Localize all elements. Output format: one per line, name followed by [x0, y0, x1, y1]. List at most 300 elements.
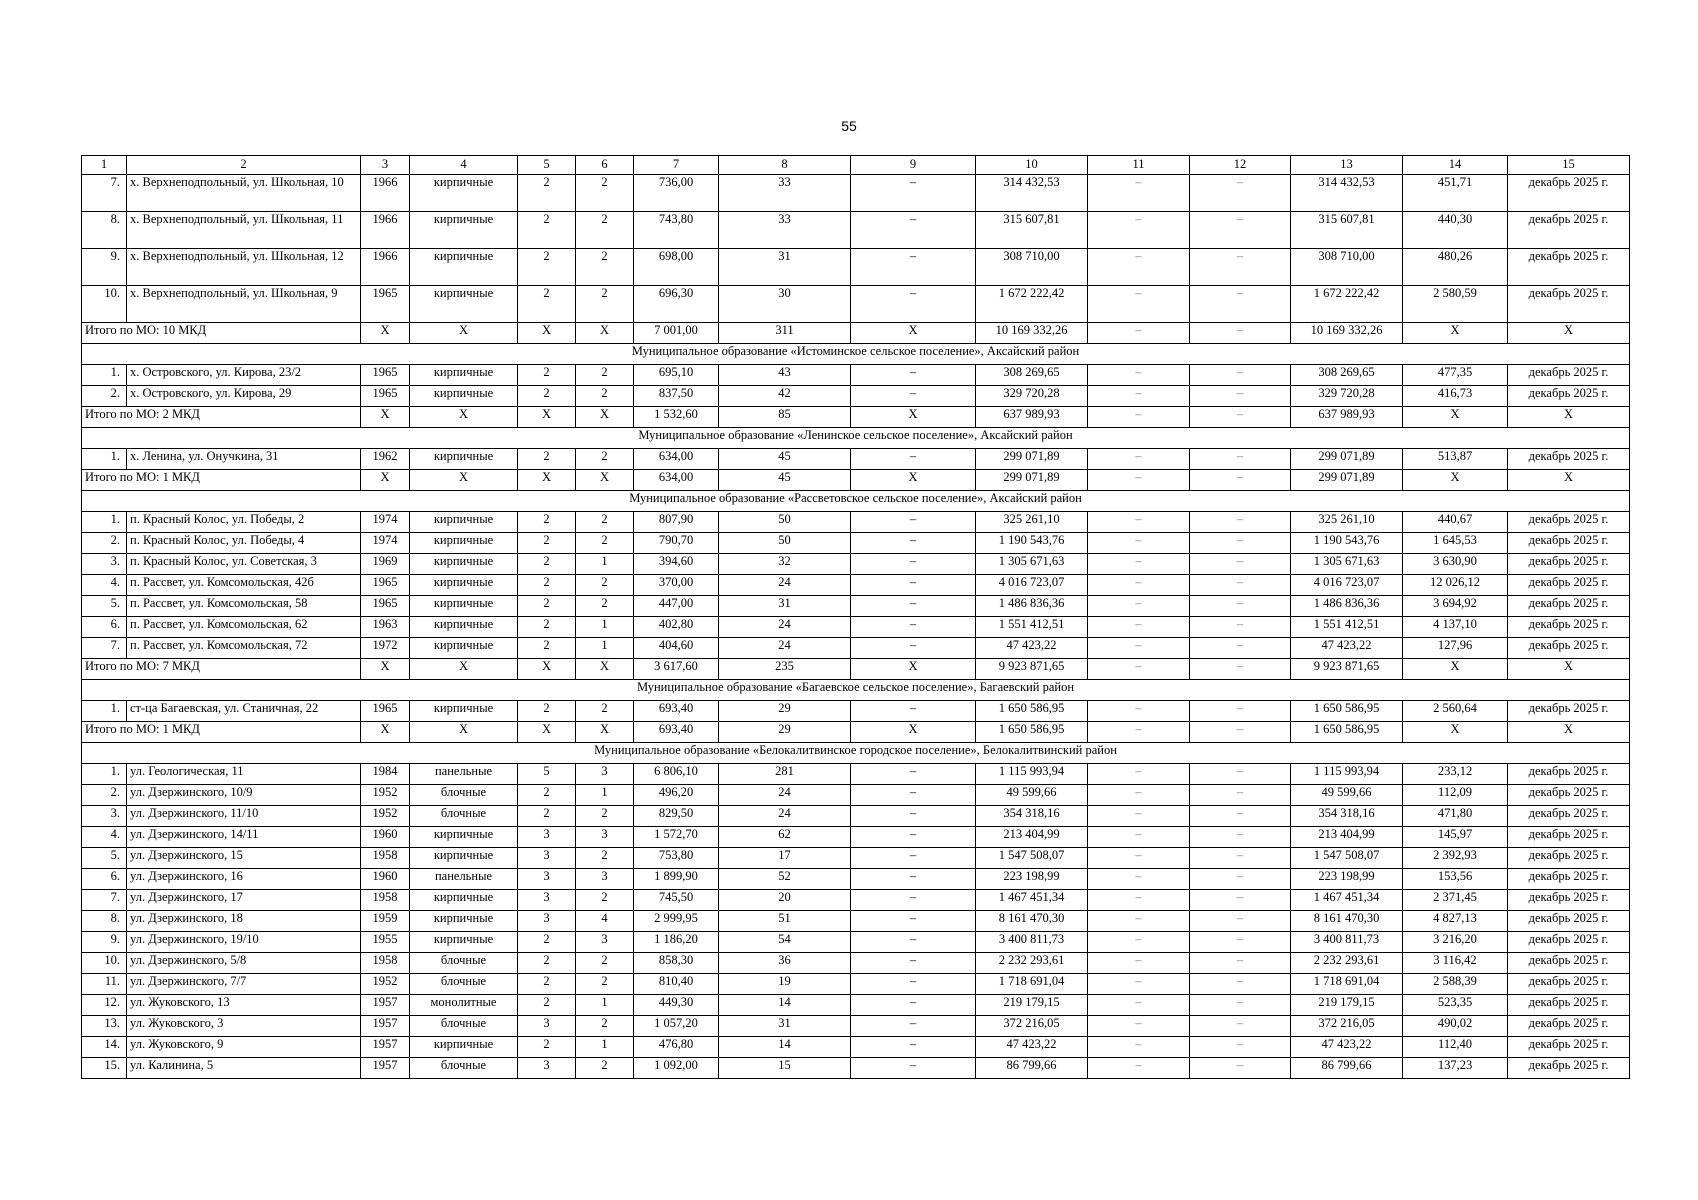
row-number: 1. — [82, 365, 127, 386]
deadline-cell: декабрь 2025 г. — [1508, 638, 1630, 659]
col9-cell: – — [851, 386, 976, 407]
year-cell: 1952 — [361, 806, 410, 827]
entrances-cell: 4 — [576, 911, 634, 932]
row-number: 12. — [82, 995, 127, 1016]
subtotal-col4: X — [410, 722, 518, 743]
subtotal-label: Итого по МО: 10 МКД — [82, 323, 361, 344]
cost-cell: 1 547 508,07 — [976, 848, 1088, 869]
area-cell: 394,60 — [634, 554, 719, 575]
unit-cost-cell: 480,26 — [1403, 249, 1508, 286]
table-row — [82, 995, 1630, 1016]
subtotal-label: Итого по МО: 2 МКД — [82, 407, 361, 428]
col12-cell: – — [1190, 932, 1291, 953]
total-cost-cell: 2 232 293,61 — [1291, 953, 1403, 974]
area-cell: 693,40 — [634, 701, 719, 722]
col12-cell: – — [1190, 890, 1291, 911]
unit-cost-cell: 440,30 — [1403, 212, 1508, 249]
col9-cell: – — [851, 596, 976, 617]
entrances-cell: 3 — [576, 827, 634, 848]
table-row — [82, 974, 1630, 995]
year-cell: 1952 — [361, 974, 410, 995]
floors-cell: 2 — [518, 617, 576, 638]
residents-cell: 36 — [719, 953, 851, 974]
subtotal-cost: 9 923 871,65 — [976, 659, 1088, 680]
row-number: 13. — [82, 1016, 127, 1037]
col12-cell: – — [1190, 827, 1291, 848]
table-row — [82, 932, 1630, 953]
year-cell: 1974 — [361, 533, 410, 554]
year-cell: 1974 — [361, 512, 410, 533]
deadline-cell: декабрь 2025 г. — [1508, 533, 1630, 554]
address-cell: п. Рассвет, ул. Комсомольская, 58 — [127, 596, 361, 617]
table-row — [82, 596, 1630, 617]
unit-cost-cell: 490,02 — [1403, 1016, 1508, 1037]
subtotal-col4: X — [410, 323, 518, 344]
entrances-cell: 2 — [576, 575, 634, 596]
subtotal-deadline: X — [1508, 722, 1630, 743]
entrances-cell: 2 — [576, 449, 634, 470]
col12-cell: – — [1190, 1037, 1291, 1058]
subtotal-col3: X — [361, 722, 410, 743]
row-number: 3. — [82, 806, 127, 827]
table-row — [82, 512, 1630, 533]
address-cell: ул. Геологическая, 11 — [127, 764, 361, 785]
entrances-cell: 3 — [576, 932, 634, 953]
row-number: 3. — [82, 554, 127, 575]
deadline-cell: декабрь 2025 г. — [1508, 890, 1630, 911]
entrances-cell: 3 — [576, 764, 634, 785]
area-cell: 837,50 — [634, 386, 719, 407]
col11-cell: – — [1088, 827, 1190, 848]
subtotal-deadline: X — [1508, 407, 1630, 428]
unit-cost-cell: 2 392,93 — [1403, 848, 1508, 869]
area-cell: 1 186,20 — [634, 932, 719, 953]
subtotal-col6: X — [576, 722, 634, 743]
table-row — [82, 249, 1630, 286]
col11-cell: – — [1088, 764, 1190, 785]
row-number: 7. — [82, 890, 127, 911]
deadline-cell: декабрь 2025 г. — [1508, 617, 1630, 638]
address-cell: ул. Дзержинского, 15 — [127, 848, 361, 869]
entrances-cell: 1 — [576, 785, 634, 806]
year-cell: 1960 — [361, 869, 410, 890]
area-cell: 447,00 — [634, 596, 719, 617]
residents-cell: 29 — [719, 701, 851, 722]
entrances-cell: 2 — [576, 1058, 634, 1079]
residents-cell: 17 — [719, 848, 851, 869]
subtotal-col11: – — [1088, 470, 1190, 491]
col12-cell: – — [1190, 701, 1291, 722]
subtotal-col6: X — [576, 407, 634, 428]
col9-cell: – — [851, 575, 976, 596]
unit-cost-cell: 471,80 — [1403, 806, 1508, 827]
year-cell: 1965 — [361, 386, 410, 407]
total-cost-cell: 1 190 543,76 — [1291, 533, 1403, 554]
col9-cell: – — [851, 365, 976, 386]
residents-cell: 19 — [719, 974, 851, 995]
unit-cost-cell: 3 116,42 — [1403, 953, 1508, 974]
cost-cell: 1 672 222,42 — [976, 286, 1088, 323]
cost-cell: 1 115 993,94 — [976, 764, 1088, 785]
wall-material-cell: кирпичные — [410, 286, 518, 323]
col11-cell: – — [1088, 953, 1190, 974]
table-row — [82, 575, 1630, 596]
deadline-cell: декабрь 2025 г. — [1508, 286, 1630, 323]
total-cost-cell: 314 432,53 — [1291, 175, 1403, 212]
wall-material-cell: блочные — [410, 1058, 518, 1079]
deadline-cell: декабрь 2025 г. — [1508, 995, 1630, 1016]
col11-cell: – — [1088, 533, 1190, 554]
floors-cell: 5 — [518, 764, 576, 785]
subtotal-label: Итого по МО: 1 МКД — [82, 722, 361, 743]
col9-cell: – — [851, 890, 976, 911]
table-row — [82, 617, 1630, 638]
entrances-cell: 1 — [576, 995, 634, 1016]
total-cost-cell: 8 161 470,30 — [1291, 911, 1403, 932]
area-cell: 829,50 — [634, 806, 719, 827]
entrances-cell: 2 — [576, 175, 634, 212]
column-number-header: 5 — [518, 156, 576, 175]
subtotal-col9: X — [851, 659, 976, 680]
area-cell: 449,30 — [634, 995, 719, 1016]
subtotal-col5: X — [518, 323, 576, 344]
row-number: 6. — [82, 617, 127, 638]
subtotal-col12: – — [1190, 659, 1291, 680]
table-row — [82, 554, 1630, 575]
unit-cost-cell: 4 137,10 — [1403, 617, 1508, 638]
col9-cell: – — [851, 212, 976, 249]
address-cell: ул. Жуковского, 9 — [127, 1037, 361, 1058]
year-cell: 1966 — [361, 249, 410, 286]
subtotal-cost: 637 989,93 — [976, 407, 1088, 428]
floors-cell: 2 — [518, 995, 576, 1016]
subtotal-total: 637 989,93 — [1291, 407, 1403, 428]
col9-cell: – — [851, 617, 976, 638]
table-row — [82, 638, 1630, 659]
column-number-header: 2 — [127, 156, 361, 175]
table-row — [82, 890, 1630, 911]
deadline-cell: декабрь 2025 г. — [1508, 869, 1630, 890]
area-cell: 1 899,90 — [634, 869, 719, 890]
section-header-row — [82, 680, 1630, 701]
col9-cell: – — [851, 932, 976, 953]
deadline-cell: декабрь 2025 г. — [1508, 365, 1630, 386]
subtotal-col6: X — [576, 323, 634, 344]
total-cost-cell: 315 607,81 — [1291, 212, 1403, 249]
floors-cell: 2 — [518, 249, 576, 286]
col12-cell: – — [1190, 286, 1291, 323]
unit-cost-cell: 112,40 — [1403, 1037, 1508, 1058]
year-cell: 1965 — [361, 286, 410, 323]
deadline-cell: декабрь 2025 г. — [1508, 386, 1630, 407]
year-cell: 1960 — [361, 827, 410, 848]
year-cell: 1958 — [361, 890, 410, 911]
subtotal-row — [82, 470, 1630, 491]
wall-material-cell: кирпичные — [410, 932, 518, 953]
entrances-cell: 2 — [576, 596, 634, 617]
floors-cell: 2 — [518, 932, 576, 953]
col9-cell: – — [851, 869, 976, 890]
residents-cell: 62 — [719, 827, 851, 848]
unit-cost-cell: 3 630,90 — [1403, 554, 1508, 575]
area-cell: 858,30 — [634, 953, 719, 974]
col12-cell: – — [1190, 911, 1291, 932]
subtotal-cost: 10 169 332,26 — [976, 323, 1088, 344]
row-number: 1. — [82, 449, 127, 470]
area-cell: 2 999,95 — [634, 911, 719, 932]
column-number-header: 3 — [361, 156, 410, 175]
year-cell: 1965 — [361, 701, 410, 722]
subtotal-total: 9 923 871,65 — [1291, 659, 1403, 680]
residents-cell: 33 — [719, 175, 851, 212]
cost-cell: 315 607,81 — [976, 212, 1088, 249]
table-row — [82, 212, 1630, 249]
unit-cost-cell: 2 580,59 — [1403, 286, 1508, 323]
col11-cell: – — [1088, 512, 1190, 533]
year-cell: 1957 — [361, 995, 410, 1016]
deadline-cell: декабрь 2025 г. — [1508, 701, 1630, 722]
entrances-cell: 2 — [576, 974, 634, 995]
municipality-heading: Муниципальное образование «Багаевское сельское поселение», Багаевский район — [82, 680, 1630, 701]
subtotal-unit: X — [1403, 470, 1508, 491]
entrances-cell: 1 — [576, 1037, 634, 1058]
floors-cell: 2 — [518, 554, 576, 575]
col9-cell: – — [851, 806, 976, 827]
wall-material-cell: кирпичные — [410, 365, 518, 386]
wall-material-cell: кирпичные — [410, 554, 518, 575]
col12-cell: – — [1190, 638, 1291, 659]
col11-cell: – — [1088, 974, 1190, 995]
residents-cell: 24 — [719, 575, 851, 596]
total-cost-cell: 1 551 412,51 — [1291, 617, 1403, 638]
table-row — [82, 827, 1630, 848]
wall-material-cell: кирпичные — [410, 212, 518, 249]
cost-cell: 47 423,22 — [976, 1037, 1088, 1058]
wall-material-cell: панельные — [410, 764, 518, 785]
address-cell: ул. Дзержинского, 18 — [127, 911, 361, 932]
unit-cost-cell: 3 216,20 — [1403, 932, 1508, 953]
area-cell: 404,60 — [634, 638, 719, 659]
row-number: 4. — [82, 827, 127, 848]
total-cost-cell: 1 486 836,36 — [1291, 596, 1403, 617]
subtotal-deadline: X — [1508, 323, 1630, 344]
subtotal-col3: X — [361, 470, 410, 491]
area-cell: 370,00 — [634, 575, 719, 596]
floors-cell: 2 — [518, 575, 576, 596]
residents-cell: 20 — [719, 890, 851, 911]
subtotal-col5: X — [518, 659, 576, 680]
year-cell: 1957 — [361, 1016, 410, 1037]
col11-cell: – — [1088, 1016, 1190, 1037]
unit-cost-cell: 2 588,39 — [1403, 974, 1508, 995]
year-cell: 1972 — [361, 638, 410, 659]
wall-material-cell: кирпичные — [410, 701, 518, 722]
address-cell: х. Верхнеподпольный, ул. Школьная, 10 — [127, 175, 361, 212]
residents-cell: 281 — [719, 764, 851, 785]
col12-cell: – — [1190, 995, 1291, 1016]
wall-material-cell: кирпичные — [410, 638, 518, 659]
column-number-header: 9 — [851, 156, 976, 175]
row-number: 7. — [82, 175, 127, 212]
subtotal-col3: X — [361, 323, 410, 344]
col9-cell: – — [851, 974, 976, 995]
total-cost-cell: 47 423,22 — [1291, 1037, 1403, 1058]
entrances-cell: 2 — [576, 512, 634, 533]
col9-cell: – — [851, 1037, 976, 1058]
subtotal-area: 3 617,60 — [634, 659, 719, 680]
unit-cost-cell: 440,67 — [1403, 512, 1508, 533]
year-cell: 1969 — [361, 554, 410, 575]
cost-cell: 49 599,66 — [976, 785, 1088, 806]
col11-cell: – — [1088, 932, 1190, 953]
wall-material-cell: блочные — [410, 974, 518, 995]
col9-cell: – — [851, 1058, 976, 1079]
address-cell: ул. Дзержинского, 10/9 — [127, 785, 361, 806]
col11-cell: – — [1088, 365, 1190, 386]
floors-cell: 2 — [518, 365, 576, 386]
col9-cell: – — [851, 827, 976, 848]
table-row — [82, 806, 1630, 827]
section-header-row — [82, 428, 1630, 449]
unit-cost-cell: 1 645,53 — [1403, 533, 1508, 554]
floors-cell: 2 — [518, 286, 576, 323]
floors-cell: 2 — [518, 953, 576, 974]
total-cost-cell: 223 198,99 — [1291, 869, 1403, 890]
col11-cell: – — [1088, 449, 1190, 470]
deadline-cell: декабрь 2025 г. — [1508, 1037, 1630, 1058]
subtotal-unit: X — [1403, 323, 1508, 344]
total-cost-cell: 1 547 508,07 — [1291, 848, 1403, 869]
table-row — [82, 1037, 1630, 1058]
table-row — [82, 175, 1630, 212]
subtotal-col11: – — [1088, 407, 1190, 428]
deadline-cell: декабрь 2025 г. — [1508, 512, 1630, 533]
year-cell: 1966 — [361, 212, 410, 249]
deadline-cell: декабрь 2025 г. — [1508, 932, 1630, 953]
subtotal-col3: X — [361, 659, 410, 680]
table-row — [82, 449, 1630, 470]
subtotal-residents: 311 — [719, 323, 851, 344]
year-cell: 1958 — [361, 953, 410, 974]
cost-cell: 3 400 811,73 — [976, 932, 1088, 953]
table-row — [82, 533, 1630, 554]
municipality-heading: Муниципальное образование «Ленинское сельское поселение», Аксайский район — [82, 428, 1630, 449]
cost-cell: 308 710,00 — [976, 249, 1088, 286]
subtotal-col4: X — [410, 659, 518, 680]
col11-cell: – — [1088, 806, 1190, 827]
total-cost-cell: 1 718 691,04 — [1291, 974, 1403, 995]
floors-cell: 3 — [518, 1058, 576, 1079]
deadline-cell: декабрь 2025 г. — [1508, 785, 1630, 806]
floors-cell: 2 — [518, 806, 576, 827]
row-number: 10. — [82, 953, 127, 974]
cost-cell: 213 404,99 — [976, 827, 1088, 848]
municipality-heading: Муниципальное образование «Истоминское сельское поселение», Аксайский район — [82, 344, 1630, 365]
section-header-row — [82, 344, 1630, 365]
total-cost-cell: 3 400 811,73 — [1291, 932, 1403, 953]
wall-material-cell: кирпичные — [410, 848, 518, 869]
col12-cell: – — [1190, 1016, 1291, 1037]
year-cell: 1965 — [361, 365, 410, 386]
subtotal-label: Итого по МО: 1 МКД — [82, 470, 361, 491]
municipality-heading: Муниципальное образование «Рассветовское сельское поселение», Аксайский район — [82, 491, 1630, 512]
cost-cell: 8 161 470,30 — [976, 911, 1088, 932]
subtotal-total: 299 071,89 — [1291, 470, 1403, 491]
row-number: 2. — [82, 533, 127, 554]
total-cost-cell: 299 071,89 — [1291, 449, 1403, 470]
col9-cell: – — [851, 764, 976, 785]
col12-cell: – — [1190, 533, 1291, 554]
column-number-header: 1 — [82, 156, 127, 175]
subtotal-row — [82, 407, 1630, 428]
subtotal-col6: X — [576, 659, 634, 680]
floors-cell: 3 — [518, 911, 576, 932]
subtotal-col5: X — [518, 470, 576, 491]
col9-cell: – — [851, 785, 976, 806]
column-number-header: 11 — [1088, 156, 1190, 175]
total-cost-cell: 308 710,00 — [1291, 249, 1403, 286]
address-cell: п. Рассвет, ул. Комсомольская, 62 — [127, 617, 361, 638]
col9-cell: – — [851, 995, 976, 1016]
address-cell: ул. Дзержинского, 5/8 — [127, 953, 361, 974]
residents-cell: 15 — [719, 1058, 851, 1079]
col11-cell: – — [1088, 575, 1190, 596]
year-cell: 1965 — [361, 575, 410, 596]
subtotal-total: 10 169 332,26 — [1291, 323, 1403, 344]
residents-cell: 14 — [719, 1037, 851, 1058]
row-number: 1. — [82, 764, 127, 785]
row-number: 15. — [82, 1058, 127, 1079]
unit-cost-cell: 145,97 — [1403, 827, 1508, 848]
subtotal-row — [82, 722, 1630, 743]
col11-cell: – — [1088, 869, 1190, 890]
col12-cell: – — [1190, 974, 1291, 995]
row-number: 5. — [82, 848, 127, 869]
area-cell: 1 057,20 — [634, 1016, 719, 1037]
residents-cell: 50 — [719, 533, 851, 554]
cost-cell: 354 318,16 — [976, 806, 1088, 827]
cost-cell: 329 720,28 — [976, 386, 1088, 407]
area-cell: 810,40 — [634, 974, 719, 995]
total-cost-cell: 372 216,05 — [1291, 1016, 1403, 1037]
entrances-cell: 2 — [576, 890, 634, 911]
col12-cell: – — [1190, 785, 1291, 806]
col12-cell: – — [1190, 764, 1291, 785]
col12-cell: – — [1190, 386, 1291, 407]
cost-cell: 372 216,05 — [976, 1016, 1088, 1037]
entrances-cell: 2 — [576, 249, 634, 286]
entrances-cell: 2 — [576, 365, 634, 386]
floors-cell: 2 — [518, 386, 576, 407]
subtotal-deadline: X — [1508, 659, 1630, 680]
cost-cell: 1 190 543,76 — [976, 533, 1088, 554]
wall-material-cell: блочные — [410, 1016, 518, 1037]
unit-cost-cell: 477,35 — [1403, 365, 1508, 386]
row-number: 8. — [82, 911, 127, 932]
cost-cell: 1 305 671,63 — [976, 554, 1088, 575]
deadline-cell: декабрь 2025 г. — [1508, 212, 1630, 249]
col11-cell: – — [1088, 638, 1190, 659]
area-cell: 696,30 — [634, 286, 719, 323]
col12-cell: – — [1190, 806, 1291, 827]
col11-cell: – — [1088, 785, 1190, 806]
column-number-row — [82, 156, 1630, 175]
residents-cell: 50 — [719, 512, 851, 533]
deadline-cell: декабрь 2025 г. — [1508, 249, 1630, 286]
floors-cell: 3 — [518, 827, 576, 848]
year-cell: 1962 — [361, 449, 410, 470]
floors-cell: 2 — [518, 974, 576, 995]
